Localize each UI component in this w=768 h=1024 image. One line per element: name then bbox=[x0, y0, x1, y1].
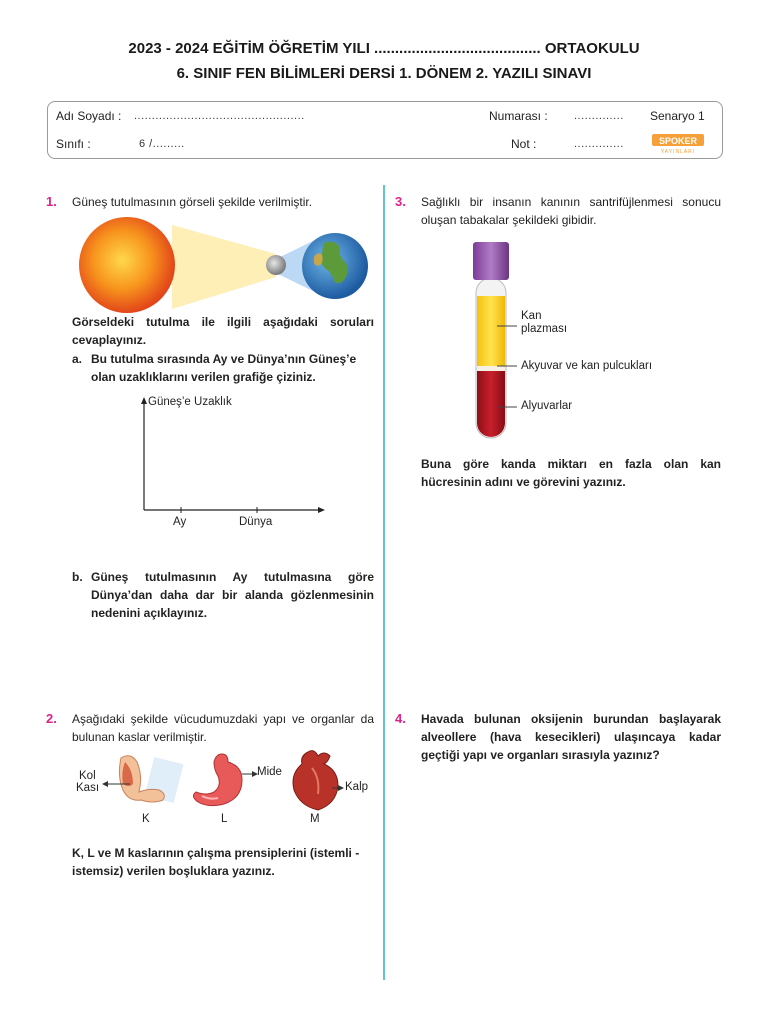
question-1-intro: Güneş tutulmasının görseli şekilde verilmiştir. bbox=[72, 195, 313, 209]
column-divider bbox=[383, 185, 385, 980]
question-1a-text: Bu tutulma sırasında Ay ve Dünya’nın Güneş’e olan uzaklıklarını verilen grafiğe çiziniz. bbox=[91, 352, 357, 384]
sun-icon bbox=[79, 217, 175, 313]
exam-title-line-1: 2023 - 2024 EĞİTİM ÖĞRETİM YILI ........................................ ORTAOKULU bbox=[128, 40, 640, 57]
scenario-label: Senaryo 1 bbox=[650, 109, 705, 123]
question-4-prompt: Havada bulunan oksijenin burundan başlayarak alveollere (hava kesecikleri) ulaşıncaya kadar geçtiği yapı ve organları sırasıyla yazınız? bbox=[421, 712, 721, 762]
question-2-prompt: K, L ve M kaslarının çalışma prensiplerini (istemli - istemsiz) verilen boşluklara yazınız. bbox=[72, 846, 360, 878]
label-kasi: Kası bbox=[76, 782, 100, 794]
label-plasma-line2: plazması bbox=[521, 323, 568, 335]
letter-m: M bbox=[310, 813, 320, 825]
label-red-cells: Alyuvarlar bbox=[521, 400, 573, 412]
tube-label-lines bbox=[497, 310, 521, 420]
grade-field[interactable]: .............. bbox=[574, 138, 624, 150]
question-3-prompt: Buna göre kanda miktarı en fazla olan kan hücresinin adını ve görevini yazınız. bbox=[421, 457, 721, 489]
number-label: Numarası : bbox=[489, 109, 548, 123]
class-label: Sınıfı : bbox=[56, 137, 91, 151]
tube-cap-icon bbox=[473, 242, 509, 280]
question-2-number: 2. bbox=[46, 711, 57, 726]
svg-text:SPOKER: SPOKER bbox=[658, 136, 698, 146]
question-1-prompt: Görseldeki tutulma ile ilgili aşağıdaki soruları cevaplayınız. bbox=[72, 315, 374, 347]
number-field[interactable]: .............. bbox=[574, 110, 624, 122]
grade-label: Not : bbox=[511, 137, 537, 151]
exam-title-line-2: 6. SINIF FEN BİLİMLERİ DERSİ 1. DÖNEM 2. YAZILI SINAVI bbox=[176, 65, 592, 82]
graph-x-tick-ay: Ay bbox=[173, 516, 187, 528]
label-buffy-coat: Akyuvar ve kan pulcukları bbox=[521, 360, 653, 372]
question-1b-label: b. bbox=[72, 570, 83, 584]
question-4-number: 4. bbox=[395, 711, 406, 726]
label-mide: Mide bbox=[257, 766, 282, 778]
question-2-intro: Aşağıdaki şekilde vücudumuzdaki yapı ve organlar da bulunan kaslar verilmiştir. bbox=[72, 712, 374, 744]
label-plasma-line1: Kan bbox=[521, 310, 542, 322]
graph-y-axis-label: Güneş’e Uzaklık bbox=[148, 396, 232, 408]
graph-x-tick-dunya: Dünya bbox=[239, 516, 273, 528]
question-1b-text: Güneş tutulmasının Ay tutulmasına göre Dünya’dan daha dar bir alanda gözlenmesinin nedenini açıklayınız. bbox=[91, 570, 374, 620]
name-label: Adı Soyadı : bbox=[56, 109, 122, 123]
question-1-number: 1. bbox=[46, 194, 57, 209]
muscle-label-arrows bbox=[100, 770, 360, 800]
moon-icon bbox=[266, 255, 286, 275]
class-field[interactable]: 6 /......... bbox=[139, 138, 185, 150]
question-3-number: 3. bbox=[395, 194, 406, 209]
publisher-logo bbox=[652, 133, 706, 155]
letter-l: L bbox=[221, 813, 228, 825]
question-1a-label: a. bbox=[72, 352, 83, 366]
letter-k: K bbox=[142, 813, 150, 825]
name-field[interactable]: ................................................ bbox=[134, 110, 305, 122]
question-3-intro: Sağlıklı bir insanın kanının santrifüjlenmesi sonucu oluşan tabakalar şekildeki gibidir. bbox=[421, 195, 721, 227]
label-kalp: Kalp bbox=[345, 781, 369, 793]
solar-eclipse-illustration bbox=[76, 217, 372, 315]
distance-graph bbox=[138, 396, 328, 516]
svg-text:YAYINLARI: YAYINLARI bbox=[660, 149, 696, 155]
label-kol: Kol bbox=[79, 770, 96, 782]
